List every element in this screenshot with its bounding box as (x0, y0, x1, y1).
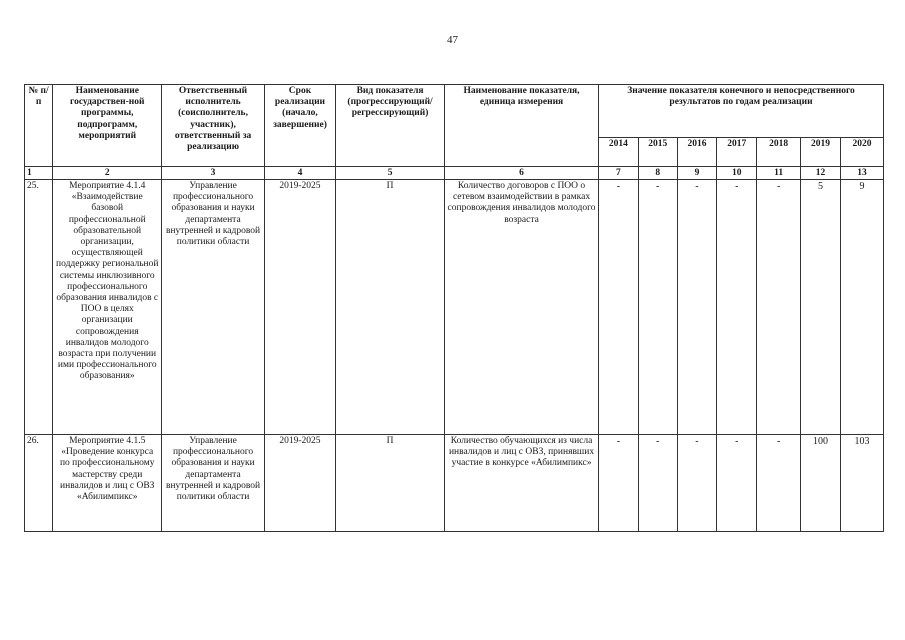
header-values-group: Значение показателя конечного и непосредственного результатов по годам реализации (599, 85, 884, 138)
year-value: 5 (801, 180, 841, 435)
indicator-type: П (336, 180, 445, 435)
implementation-term: 2019-2025 (264, 180, 335, 435)
column-number: 1 (25, 167, 53, 180)
header-year: 2019 (801, 138, 841, 167)
implementation-term: 2019-2025 (264, 435, 335, 532)
year-value: 9 (840, 180, 883, 435)
year-value: - (599, 435, 639, 532)
responsible-executor: Управление профессионального образования и науки департамента внутренней и кадровой политики области (162, 180, 265, 435)
indicator-name: Количество договоров с ПОО о сетевом взаимодействии в рамках сопровождения инвалидов молодого возраста (445, 180, 599, 435)
year-value: - (677, 435, 717, 532)
page-number: 47 (447, 34, 458, 46)
column-number: 4 (264, 167, 335, 180)
header-year: 2014 (599, 138, 639, 167)
activity-name: Мероприятие 4.1.5 «Проведение конкурса по профессиональному мастерству среди инвалидов и лиц с ОВЗ «Абилимпикс» (53, 435, 162, 532)
table-row (25, 180, 884, 435)
column-number: 3 (162, 167, 265, 180)
header-indicator-name: Наименование показателя, единица измерения (445, 85, 599, 167)
column-number: 8 (638, 167, 677, 180)
year-value: - (677, 180, 717, 435)
column-number: 10 (717, 167, 757, 180)
column-number: 5 (336, 167, 445, 180)
year-value: - (757, 435, 801, 532)
column-number: 13 (840, 167, 883, 180)
year-value: - (599, 180, 639, 435)
year-value: - (638, 435, 677, 532)
year-value: - (717, 435, 757, 532)
row-number: 25. (25, 180, 53, 435)
header-year: 2015 (638, 138, 677, 167)
indicator-type: П (336, 435, 445, 532)
indicator-name: Количество обучающихся из числа инвалидов и лиц с ОВЗ, принявших участие в конкурсе «Абилимпикс» (445, 435, 599, 532)
column-number: 11 (757, 167, 801, 180)
column-number: 9 (677, 167, 717, 180)
responsible-executor: Управление профессионального образования и науки департамента внутренней и кадровой политики области (162, 435, 265, 532)
column-number: 7 (599, 167, 639, 180)
program-indicators-table (24, 84, 884, 532)
year-value: 100 (801, 435, 841, 532)
column-number: 12 (801, 167, 841, 180)
table-row (25, 435, 884, 532)
header-term: Срок реализации (начало, завершение) (264, 85, 335, 167)
header-name: Наименование государствен-ной программы, подпрограмм, мероприятий (53, 85, 162, 167)
year-value: - (717, 180, 757, 435)
header-indicator-type: Вид показателя (прогрессирующий/ регрессирующий) (336, 85, 445, 167)
column-number: 6 (445, 167, 599, 180)
header-year: 2016 (677, 138, 717, 167)
header-num: № п/п (25, 85, 53, 167)
header-responsible: Ответственный исполнитель (соисполнитель, участник), ответственный за реализацию (162, 85, 265, 167)
column-number: 2 (53, 167, 162, 180)
header-year: 2018 (757, 138, 801, 167)
activity-name: Мероприятие 4.1.4 «Взаимодействие базовой профессиональной образовательной организации, осуществляющей поддержку региональной системы инклюзивного профессионального образования инвалидов с ПОО в целях организации сопровождения инвалидов молодого возраста при получении ими профессионального образования» (53, 180, 162, 435)
row-number: 26. (25, 435, 53, 532)
year-value: - (638, 180, 677, 435)
year-value: 103 (840, 435, 883, 532)
header-year: 2020 (840, 138, 883, 167)
year-value: - (757, 180, 801, 435)
header-year: 2017 (717, 138, 757, 167)
